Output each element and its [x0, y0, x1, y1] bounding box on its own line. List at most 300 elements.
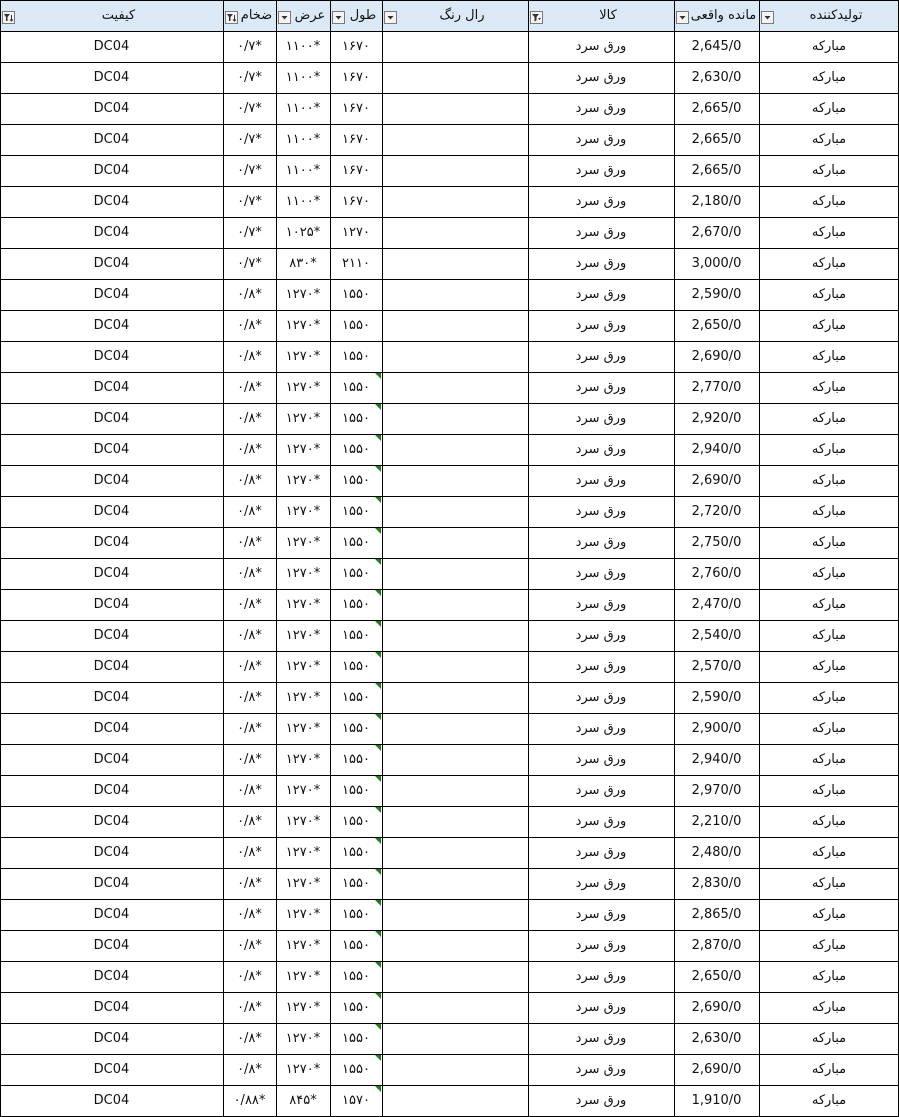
cell-maker[interactable]: مبارکه	[811, 318, 847, 333]
cell-thickness[interactable]: ٠/٨٨*	[233, 1093, 266, 1108]
cell-length[interactable]: ١۵۵٠	[342, 597, 370, 612]
comment-marker-icon[interactable]	[375, 435, 381, 441]
cell-balance[interactable]: 2,690/0	[691, 349, 742, 364]
cell-thickness[interactable]: ٠/٨*	[237, 721, 262, 736]
cell-balance[interactable]: 2,830/0	[691, 876, 742, 891]
cell-length[interactable]: ١۵۵٠	[342, 1031, 370, 1046]
cell-product[interactable]: ورق سرد	[575, 597, 627, 612]
cell-maker[interactable]: مبارکه	[811, 442, 847, 457]
cell-color[interactable]	[382, 372, 528, 403]
cell-length[interactable]: ١۵۵٠	[342, 814, 370, 829]
cell-balance[interactable]: 2,210/0	[691, 814, 742, 829]
cell-maker[interactable]: مبارکه	[811, 132, 847, 147]
cell-maker[interactable]: مبارکه	[811, 1093, 847, 1108]
cell-maker[interactable]: مبارکه	[811, 287, 847, 302]
cell-quality[interactable]: DC04	[93, 380, 130, 395]
cell-balance[interactable]: 2,665/0	[691, 132, 742, 147]
cell-quality[interactable]: DC04	[93, 70, 130, 85]
cell-product[interactable]: ورق سرد	[575, 101, 627, 116]
cell-quality[interactable]: DC04	[93, 132, 130, 147]
cell-thickness[interactable]: ٠/٨*	[237, 349, 262, 364]
cell-thickness[interactable]: ٠/٨*	[237, 1031, 262, 1046]
cell-balance[interactable]: 2,870/0	[691, 938, 742, 953]
cell-width[interactable]: ١٢٧٠*	[285, 659, 321, 674]
cell-length[interactable]: ٢١١٠	[342, 256, 370, 271]
cell-thickness[interactable]: ٠/٨*	[237, 566, 262, 581]
cell-color[interactable]	[382, 961, 528, 992]
cell-quality[interactable]: DC04	[93, 287, 130, 302]
cell-quality[interactable]: DC04	[93, 39, 130, 54]
cell-quality[interactable]: DC04	[93, 845, 130, 860]
cell-quality[interactable]: DC04	[93, 225, 130, 240]
cell-width[interactable]: ١٢٧٠*	[285, 752, 321, 767]
column-header-length[interactable]: طول	[349, 8, 377, 23]
cell-maker[interactable]: مبارکه	[811, 411, 847, 426]
column-header-thickness[interactable]: ضخام	[240, 8, 273, 23]
cell-length[interactable]: ١۵۵٠	[342, 628, 370, 643]
cell-maker[interactable]: مبارکه	[811, 566, 847, 581]
cell-color[interactable]	[382, 713, 528, 744]
cell-maker[interactable]: مبارکه	[811, 969, 847, 984]
column-header-balance[interactable]: مانده واقعی	[690, 8, 757, 23]
cell-width[interactable]: ١٢٧٠*	[285, 1062, 321, 1077]
cell-width[interactable]: ١١٠٠*	[285, 70, 321, 85]
cell-length[interactable]: ١٢٧٠	[342, 225, 370, 240]
cell-thickness[interactable]: ٠/٧*	[237, 194, 262, 209]
cell-color[interactable]	[382, 310, 528, 341]
cell-length[interactable]: ١۵۵٠	[342, 907, 370, 922]
cell-quality[interactable]: DC04	[93, 628, 130, 643]
cell-color[interactable]	[382, 341, 528, 372]
cell-color[interactable]	[382, 837, 528, 868]
cell-balance[interactable]: 3,000/0	[691, 256, 742, 271]
cell-maker[interactable]: مبارکه	[811, 783, 847, 798]
cell-product[interactable]: ورق سرد	[575, 256, 627, 271]
cell-quality[interactable]: DC04	[93, 690, 130, 705]
cell-length[interactable]: ١۶٧٠	[342, 163, 370, 178]
cell-color[interactable]	[382, 1085, 528, 1116]
cell-maker[interactable]: مبارکه	[811, 690, 847, 705]
cell-width[interactable]: ١٢٧٠*	[285, 535, 321, 550]
cell-maker[interactable]: مبارکه	[811, 1031, 847, 1046]
cell-quality[interactable]: DC04	[93, 194, 130, 209]
cell-maker[interactable]: مبارکه	[811, 752, 847, 767]
cell-maker[interactable]: مبارکه	[811, 101, 847, 116]
cell-width[interactable]: ١٢٧٠*	[285, 473, 321, 488]
comment-marker-icon[interactable]	[375, 776, 381, 782]
cell-product[interactable]: ورق سرد	[575, 504, 627, 519]
cell-width[interactable]: ١٢٧٠*	[285, 721, 321, 736]
cell-balance[interactable]: 2,690/0	[691, 473, 742, 488]
cell-color[interactable]	[382, 496, 528, 527]
cell-quality[interactable]: DC04	[93, 535, 130, 550]
column-header-width[interactable]: عرض	[294, 8, 326, 23]
cell-length[interactable]: ١۶٧٠	[342, 194, 370, 209]
cell-balance[interactable]: 2,630/0	[691, 70, 742, 85]
cell-quality[interactable]: DC04	[93, 101, 130, 116]
cell-product[interactable]: ورق سرد	[575, 1000, 627, 1015]
cell-color[interactable]	[382, 868, 528, 899]
cell-maker[interactable]: مبارکه	[811, 876, 847, 891]
cell-length[interactable]: ١۵۵٠	[342, 566, 370, 581]
cell-color[interactable]	[382, 1023, 528, 1054]
cell-balance[interactable]: 2,650/0	[691, 318, 742, 333]
cell-width[interactable]: ١٢٧٠*	[285, 349, 321, 364]
comment-marker-icon[interactable]	[375, 869, 381, 875]
cell-quality[interactable]: DC04	[93, 163, 130, 178]
cell-balance[interactable]: 2,540/0	[691, 628, 742, 643]
cell-quality[interactable]: DC04	[93, 411, 130, 426]
cell-product[interactable]: ورق سرد	[575, 39, 627, 54]
column-header-quality[interactable]: کیفیت	[101, 8, 136, 23]
cell-maker[interactable]: مبارکه	[811, 1062, 847, 1077]
cell-quality[interactable]: DC04	[93, 814, 130, 829]
cell-thickness[interactable]: ٠/٧*	[237, 256, 262, 271]
cell-balance[interactable]: 2,665/0	[691, 163, 742, 178]
cell-color[interactable]	[382, 31, 528, 62]
comment-marker-icon[interactable]	[375, 1086, 381, 1092]
cell-length[interactable]: ١۶٧٠	[342, 39, 370, 54]
cell-quality[interactable]: DC04	[93, 938, 130, 953]
cell-maker[interactable]: مبارکه	[811, 39, 847, 54]
cell-thickness[interactable]: ٠/٨*	[237, 969, 262, 984]
cell-width[interactable]: ١١٠٠*	[285, 163, 321, 178]
cell-product[interactable]: ورق سرد	[575, 473, 627, 488]
cell-thickness[interactable]: ٠/٧*	[237, 225, 262, 240]
comment-marker-icon[interactable]	[375, 807, 381, 813]
cell-maker[interactable]: مبارکه	[811, 845, 847, 860]
cell-product[interactable]: ورق سرد	[575, 969, 627, 984]
cell-maker[interactable]: مبارکه	[811, 907, 847, 922]
cell-balance[interactable]: 2,940/0	[691, 752, 742, 767]
cell-quality[interactable]: DC04	[93, 597, 130, 612]
cell-balance[interactable]: 2,920/0	[691, 411, 742, 426]
cell-width[interactable]: ١٢٧٠*	[285, 380, 321, 395]
cell-product[interactable]: ورق سرد	[575, 380, 627, 395]
cell-maker[interactable]: مبارکه	[811, 163, 847, 178]
cell-thickness[interactable]: ٠/٨*	[237, 628, 262, 643]
cell-product[interactable]: ورق سرد	[575, 1093, 627, 1108]
cell-width[interactable]: ١١٠٠*	[285, 39, 321, 54]
cell-balance[interactable]: 2,760/0	[691, 566, 742, 581]
cell-color[interactable]	[382, 248, 528, 279]
sort-filter-icon[interactable]	[225, 11, 238, 24]
cell-length[interactable]: ١۵۵٠	[342, 411, 370, 426]
column-header-maker[interactable]: تولیدکننده	[809, 8, 863, 23]
cell-thickness[interactable]: ٠/٨*	[237, 876, 262, 891]
cell-width[interactable]: ١٢٧٠*	[285, 504, 321, 519]
cell-length[interactable]: ١۵۵٠	[342, 876, 370, 891]
cell-balance[interactable]: 2,665/0	[691, 101, 742, 116]
cell-width[interactable]: ١١٠٠*	[285, 132, 321, 147]
cell-balance[interactable]: 2,865/0	[691, 907, 742, 922]
cell-balance[interactable]: 2,720/0	[691, 504, 742, 519]
cell-product[interactable]: ورق سرد	[575, 1062, 627, 1077]
cell-width[interactable]: ١٢٧٠*	[285, 907, 321, 922]
cell-length[interactable]: ١۵٧٠	[342, 1093, 370, 1108]
cell-product[interactable]: ورق سرد	[575, 783, 627, 798]
cell-width[interactable]: ١٢٧٠*	[285, 318, 321, 333]
cell-length[interactable]: ١۵۵٠	[342, 752, 370, 767]
cell-width[interactable]: ٨۴۵*	[289, 1093, 317, 1108]
cell-quality[interactable]: DC04	[93, 504, 130, 519]
cell-thickness[interactable]: ٠/٨*	[237, 659, 262, 674]
cell-color[interactable]	[382, 217, 528, 248]
cell-product[interactable]: ورق سرد	[575, 1031, 627, 1046]
comment-marker-icon[interactable]	[375, 900, 381, 906]
cell-quality[interactable]: DC04	[93, 318, 130, 333]
cell-length[interactable]: ١۵۵٠	[342, 504, 370, 519]
cell-length[interactable]: ١۵۵٠	[342, 783, 370, 798]
comment-marker-icon[interactable]	[375, 652, 381, 658]
cell-balance[interactable]: 2,900/0	[691, 721, 742, 736]
cell-product[interactable]: ورق سرد	[575, 752, 627, 767]
cell-maker[interactable]: مبارکه	[811, 70, 847, 85]
cell-balance[interactable]: 2,590/0	[691, 690, 742, 705]
cell-quality[interactable]: DC04	[93, 1062, 130, 1077]
cell-maker[interactable]: مبارکه	[811, 473, 847, 488]
cell-maker[interactable]: مبارکه	[811, 1000, 847, 1015]
cell-thickness[interactable]: ٠/٨*	[237, 814, 262, 829]
cell-balance[interactable]: 2,940/0	[691, 442, 742, 457]
comment-marker-icon[interactable]	[375, 745, 381, 751]
cell-product[interactable]: ورق سرد	[575, 690, 627, 705]
cell-width[interactable]: ١٢٧٠*	[285, 1031, 321, 1046]
cell-length[interactable]: ١۵۵٠	[342, 938, 370, 953]
cell-width[interactable]: ١٢٧٠*	[285, 628, 321, 643]
cell-length[interactable]: ١۵۵٠	[342, 1000, 370, 1015]
cell-thickness[interactable]: ٠/٧*	[237, 163, 262, 178]
cell-color[interactable]	[382, 279, 528, 310]
cell-width[interactable]: ١٢٧٠*	[285, 938, 321, 953]
cell-maker[interactable]: مبارکه	[811, 628, 847, 643]
cell-color[interactable]	[382, 403, 528, 434]
cell-quality[interactable]: DC04	[93, 876, 130, 891]
cell-color[interactable]	[382, 155, 528, 186]
cell-color[interactable]	[382, 651, 528, 682]
cell-length[interactable]: ١۵۵٠	[342, 535, 370, 550]
cell-thickness[interactable]: ٠/٧*	[237, 132, 262, 147]
cell-length[interactable]: ١۶٧٠	[342, 132, 370, 147]
cell-balance[interactable]: 2,480/0	[691, 845, 742, 860]
cell-length[interactable]: ١۵۵٠	[342, 473, 370, 488]
cell-quality[interactable]: DC04	[93, 721, 130, 736]
cell-color[interactable]	[382, 744, 528, 775]
cell-balance[interactable]: 2,690/0	[691, 1000, 742, 1015]
cell-length[interactable]: ١۵۵٠	[342, 659, 370, 674]
comment-marker-icon[interactable]	[375, 497, 381, 503]
cell-width[interactable]: ١٢٧٠*	[285, 876, 321, 891]
cell-thickness[interactable]: ٠/٨*	[237, 535, 262, 550]
cell-width[interactable]: ١٢٧٠*	[285, 411, 321, 426]
cell-product[interactable]: ورق سرد	[575, 287, 627, 302]
comment-marker-icon[interactable]	[375, 621, 381, 627]
cell-width[interactable]: ١٢٧٠*	[285, 845, 321, 860]
cell-color[interactable]	[382, 527, 528, 558]
cell-product[interactable]: ورق سرد	[575, 349, 627, 364]
cell-quality[interactable]: DC04	[93, 783, 130, 798]
cell-quality[interactable]: DC04	[93, 907, 130, 922]
cell-balance[interactable]: 2,750/0	[691, 535, 742, 550]
cell-color[interactable]	[382, 589, 528, 620]
cell-color[interactable]	[382, 682, 528, 713]
cell-length[interactable]: ١۵۵٠	[342, 721, 370, 736]
cell-product[interactable]: ورق سرد	[575, 225, 627, 240]
cell-quality[interactable]: DC04	[93, 1031, 130, 1046]
cell-width[interactable]: ١٢٧٠*	[285, 442, 321, 457]
cell-thickness[interactable]: ٠/٨*	[237, 938, 262, 953]
cell-quality[interactable]: DC04	[93, 659, 130, 674]
comment-marker-icon[interactable]	[375, 590, 381, 596]
cell-product[interactable]: ورق سرد	[575, 318, 627, 333]
cell-width[interactable]: ١٢٧٠*	[285, 690, 321, 705]
cell-product[interactable]: ورق سرد	[575, 70, 627, 85]
cell-thickness[interactable]: ٠/٨*	[237, 907, 262, 922]
cell-color[interactable]	[382, 186, 528, 217]
cell-product[interactable]: ورق سرد	[575, 876, 627, 891]
dropdown-icon[interactable]	[761, 11, 774, 24]
cell-thickness[interactable]: ٠/٨*	[237, 690, 262, 705]
cell-width[interactable]: ١٢٧٠*	[285, 783, 321, 798]
cell-balance[interactable]: 2,770/0	[691, 380, 742, 395]
cell-thickness[interactable]: ٠/٨*	[237, 380, 262, 395]
cell-maker[interactable]: مبارکه	[811, 721, 847, 736]
cell-width[interactable]: ١٠٢۵*	[285, 225, 321, 240]
comment-marker-icon[interactable]	[375, 962, 381, 968]
cell-product[interactable]: ورق سرد	[575, 566, 627, 581]
cell-color[interactable]	[382, 558, 528, 589]
cell-length[interactable]: ١۵۵٠	[342, 1062, 370, 1077]
cell-length[interactable]: ١۵۵٠	[342, 349, 370, 364]
cell-thickness[interactable]: ٠/٨*	[237, 287, 262, 302]
cell-length[interactable]: ١۵۵٠	[342, 969, 370, 984]
cell-thickness[interactable]: ٠/٨*	[237, 442, 262, 457]
cell-width[interactable]: ١٢٧٠*	[285, 969, 321, 984]
cell-product[interactable]: ورق سرد	[575, 411, 627, 426]
cell-color[interactable]	[382, 93, 528, 124]
comment-marker-icon[interactable]	[375, 714, 381, 720]
cell-maker[interactable]: مبارکه	[811, 535, 847, 550]
cell-width[interactable]: ٨٣٠*	[289, 256, 317, 271]
comment-marker-icon[interactable]	[375, 1055, 381, 1061]
cell-product[interactable]: ورق سرد	[575, 535, 627, 550]
cell-balance[interactable]: 1,910/0	[691, 1093, 742, 1108]
cell-product[interactable]: ورق سرد	[575, 659, 627, 674]
cell-color[interactable]	[382, 62, 528, 93]
cell-product[interactable]: ورق سرد	[575, 442, 627, 457]
cell-product[interactable]: ورق سرد	[575, 814, 627, 829]
cell-maker[interactable]: مبارکه	[811, 659, 847, 674]
cell-length[interactable]: ١۶٧٠	[342, 101, 370, 116]
cell-maker[interactable]: مبارکه	[811, 256, 847, 271]
column-header-color[interactable]: رال رنگ	[439, 8, 485, 23]
cell-quality[interactable]: DC04	[93, 566, 130, 581]
cell-product[interactable]: ورق سرد	[575, 628, 627, 643]
cell-maker[interactable]: مبارکه	[811, 194, 847, 209]
cell-width[interactable]: ١٢٧٠*	[285, 814, 321, 829]
cell-length[interactable]: ١۵۵٠	[342, 318, 370, 333]
cell-width[interactable]: ١٢٧٠*	[285, 597, 321, 612]
comment-marker-icon[interactable]	[375, 528, 381, 534]
cell-balance[interactable]: 2,590/0	[691, 287, 742, 302]
cell-balance[interactable]: 2,180/0	[691, 194, 742, 209]
cell-quality[interactable]: DC04	[93, 442, 130, 457]
cell-balance[interactable]: 2,670/0	[691, 225, 742, 240]
cell-maker[interactable]: مبارکه	[811, 504, 847, 519]
cell-width[interactable]: ١١٠٠*	[285, 101, 321, 116]
cell-product[interactable]: ورق سرد	[575, 907, 627, 922]
column-header-product[interactable]: کالا	[599, 8, 617, 23]
cell-balance[interactable]: 2,570/0	[691, 659, 742, 674]
dropdown-icon[interactable]	[332, 11, 345, 24]
dropdown-icon[interactable]	[278, 11, 291, 24]
cell-product[interactable]: ورق سرد	[575, 721, 627, 736]
cell-quality[interactable]: DC04	[93, 473, 130, 488]
cell-thickness[interactable]: ٠/٨*	[237, 845, 262, 860]
cell-length[interactable]: ١۵۵٠	[342, 845, 370, 860]
cell-quality[interactable]: DC04	[93, 1000, 130, 1015]
dropdown-icon[interactable]	[676, 11, 689, 24]
comment-marker-icon[interactable]	[375, 466, 381, 472]
cell-length[interactable]: ١۶٧٠	[342, 70, 370, 85]
cell-maker[interactable]: مبارکه	[811, 938, 847, 953]
cell-thickness[interactable]: ٠/٨*	[237, 752, 262, 767]
cell-width[interactable]: ١٢٧٠*	[285, 566, 321, 581]
comment-marker-icon[interactable]	[375, 931, 381, 937]
cell-product[interactable]: ورق سرد	[575, 845, 627, 860]
cell-color[interactable]	[382, 930, 528, 961]
cell-thickness[interactable]: ٠/٨*	[237, 411, 262, 426]
cell-balance[interactable]: 2,970/0	[691, 783, 742, 798]
cell-quality[interactable]: DC04	[93, 256, 130, 271]
cell-color[interactable]	[382, 465, 528, 496]
cell-width[interactable]: ١٢٧٠*	[285, 287, 321, 302]
cell-thickness[interactable]: ٠/٨*	[237, 473, 262, 488]
cell-length[interactable]: ١۵۵٠	[342, 442, 370, 457]
cell-balance[interactable]: 2,630/0	[691, 1031, 742, 1046]
cell-quality[interactable]: DC04	[93, 1093, 130, 1108]
cell-color[interactable]	[382, 620, 528, 651]
cell-maker[interactable]: مبارکه	[811, 349, 847, 364]
cell-balance[interactable]: 2,690/0	[691, 1062, 742, 1077]
cell-thickness[interactable]: ٠/٧*	[237, 101, 262, 116]
cell-maker[interactable]: مبارکه	[811, 814, 847, 829]
cell-length[interactable]: ١۵۵٠	[342, 380, 370, 395]
cell-thickness[interactable]: ٠/٧*	[237, 70, 262, 85]
sort-filter-icon[interactable]	[2, 11, 15, 24]
filter-active-icon[interactable]	[530, 11, 543, 24]
comment-marker-icon[interactable]	[375, 683, 381, 689]
cell-thickness[interactable]: ٠/٨*	[237, 597, 262, 612]
comment-marker-icon[interactable]	[375, 1024, 381, 1030]
cell-maker[interactable]: مبارکه	[811, 225, 847, 240]
cell-color[interactable]	[382, 434, 528, 465]
cell-balance[interactable]: 2,645/0	[691, 39, 742, 54]
cell-product[interactable]: ورق سرد	[575, 163, 627, 178]
cell-color[interactable]	[382, 806, 528, 837]
cell-product[interactable]: ورق سرد	[575, 132, 627, 147]
cell-product[interactable]: ورق سرد	[575, 938, 627, 953]
cell-thickness[interactable]: ٠/٨*	[237, 504, 262, 519]
cell-balance[interactable]: 2,650/0	[691, 969, 742, 984]
cell-maker[interactable]: مبارکه	[811, 597, 847, 612]
cell-thickness[interactable]: ٠/٨*	[237, 783, 262, 798]
cell-width[interactable]: ١٢٧٠*	[285, 1000, 321, 1015]
comment-marker-icon[interactable]	[375, 404, 381, 410]
cell-color[interactable]	[382, 775, 528, 806]
comment-marker-icon[interactable]	[375, 993, 381, 999]
comment-marker-icon[interactable]	[375, 559, 381, 565]
